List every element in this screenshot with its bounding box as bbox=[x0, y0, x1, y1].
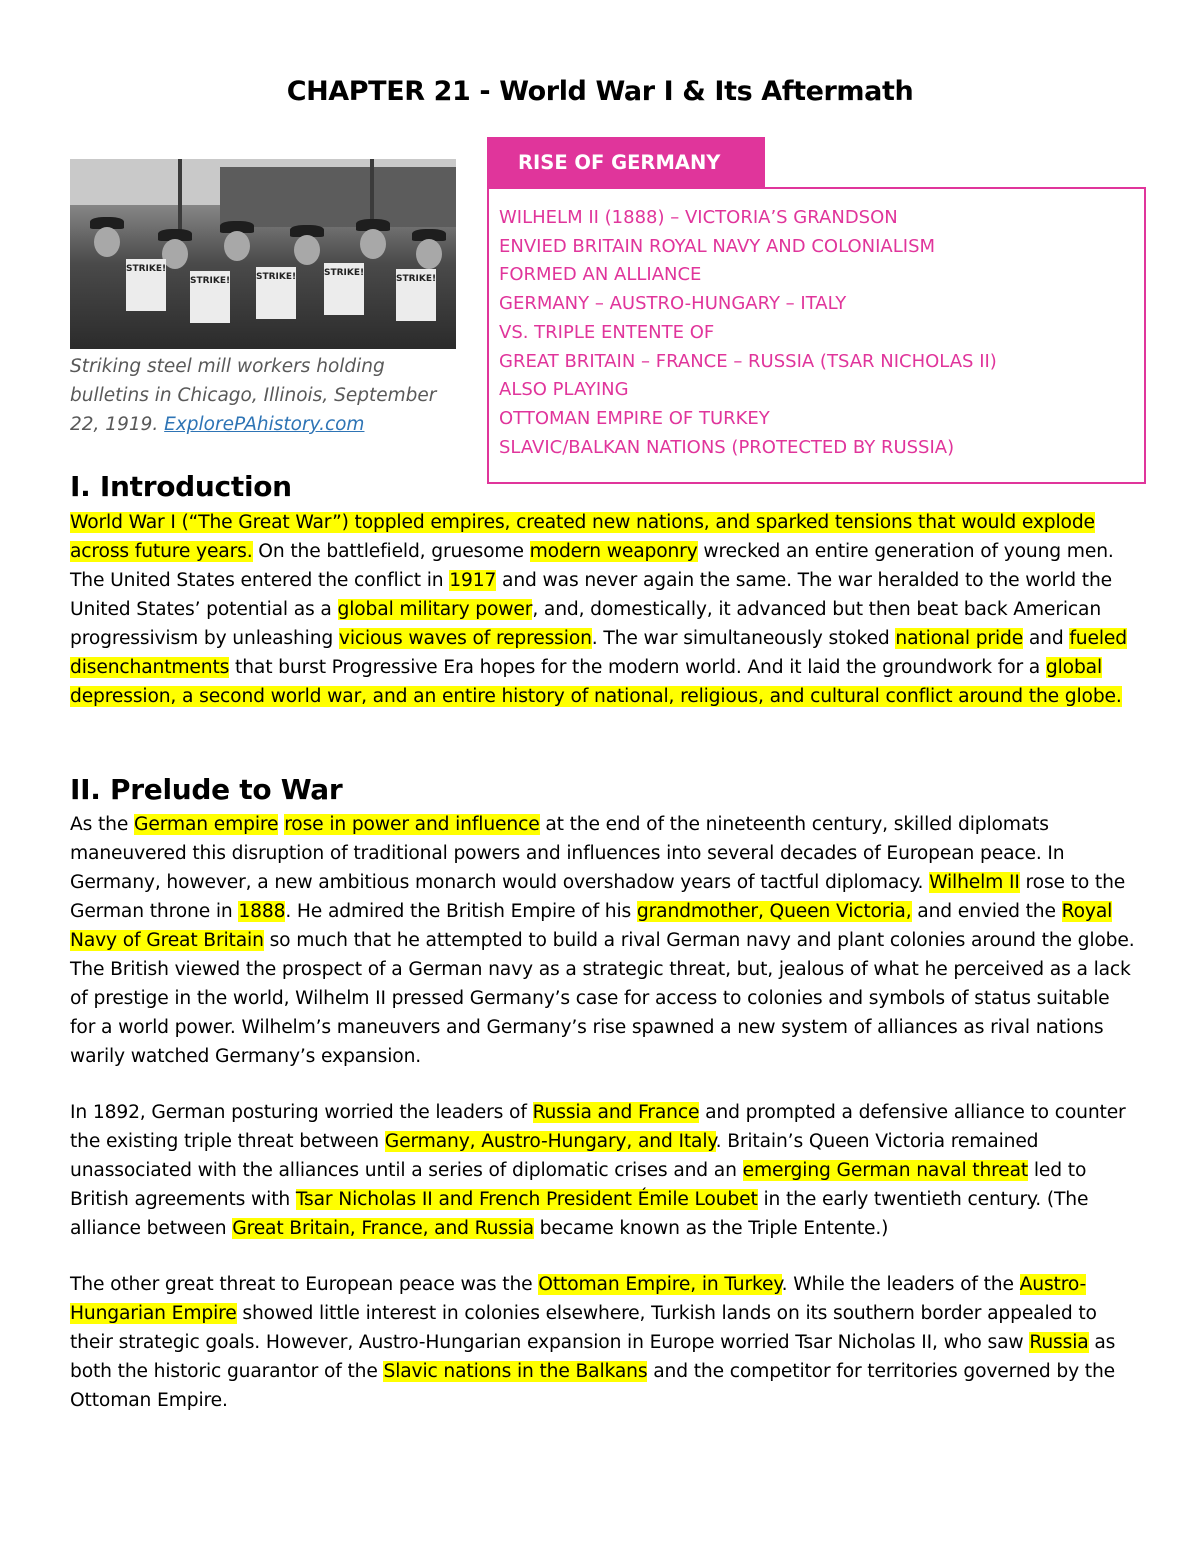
prelude-paragraph bbox=[70, 1270, 1140, 1415]
highlighted-text: Great Britain, France, and Russia bbox=[232, 1218, 534, 1239]
body-text: and bbox=[1023, 628, 1070, 649]
body-text: . Britain’s Queen Victoria remained unassociated with the alliances until a series of diplomatic crises and an bbox=[70, 1131, 1039, 1181]
strike-photo bbox=[70, 159, 456, 349]
rise-item: GERMANY – AUSTRO-HUNGARY – ITALY bbox=[499, 293, 847, 315]
photo-bulletin: STRIKE! bbox=[324, 263, 364, 315]
photo-bulletin: STRIKE! bbox=[396, 269, 436, 321]
highlighted-text: Royal Navy of Great Britain bbox=[70, 901, 1113, 951]
body-text: that burst Progressive Era hopes for the modern world. And it laid the groundwork for a bbox=[229, 657, 1046, 678]
body-text: in the early twentieth century. (The alliance between bbox=[70, 1189, 1089, 1239]
body-text: The other great threat to European peace was the bbox=[70, 1274, 539, 1295]
caption-text: Striking steel mill workers holding bulletins in Chicago, Illinois, September 22, 1919. bbox=[70, 356, 437, 435]
highlighted-text: Slavic nations in the Balkans bbox=[383, 1361, 648, 1382]
photo-bulletin: STRIKE! bbox=[256, 267, 296, 319]
body-text: . He admired the British Empire of his bbox=[285, 901, 637, 922]
highlighted-text: World War I (“The Great War”) toppled empires, created new nations, and sparked tensions that would explode across future years. bbox=[70, 512, 1095, 562]
highlighted-text: modern weaponry bbox=[529, 541, 698, 562]
photo-face bbox=[94, 227, 120, 257]
photo-face bbox=[224, 231, 250, 261]
body-text: As the bbox=[70, 814, 135, 835]
section-heading-introduction: I. Introduction bbox=[70, 470, 292, 503]
highlighted-text: Austro-Hungarian Empire bbox=[70, 1274, 1087, 1324]
body-text: became known as the Triple Entente.) bbox=[533, 1218, 889, 1239]
highlighted-text: Tsar Nicholas II and French President Émile Loubet bbox=[295, 1189, 758, 1210]
highlighted-text: Wilhelm II bbox=[929, 872, 1020, 893]
photo-building bbox=[220, 167, 456, 227]
photo-bulletin: STRIKE! bbox=[190, 271, 230, 323]
body-text: so much that he attempted to build a rival German navy and plant colonies around the globe. The British viewed the prospect of a German navy as a strategic threat, but, jealous of what he perceived as a lack of prestige in the world, Wilhelm II pressed Germany’s case for access to colonies and symbols of status suitable for a world power. Wilhelm’s maneuvers and Germany’s rise spawned a new system of alliances as rival nations warily watched Germany’s expansion. bbox=[70, 930, 1135, 1067]
highlighted-text: emerging German naval threat bbox=[742, 1160, 1029, 1181]
rise-item: SLAVIC/BALKAN NATIONS (PROTECTED BY RUSSIA) bbox=[499, 436, 955, 458]
body-text: In 1892, German posturing worried the leaders of bbox=[70, 1102, 533, 1123]
body-text: and prompted a defensive alliance to counter the existing triple threat between bbox=[70, 1102, 1126, 1152]
intro-paragraph bbox=[70, 508, 1140, 711]
highlighted-text: global depression, a second world war, and an entire history of national, religious, and cultural conflict around the globe. bbox=[70, 657, 1122, 707]
rise-item: ENVIED BRITAIN ROYAL NAVY AND COLONIALISM bbox=[499, 235, 936, 257]
body-text: and was never again the same. The war heralded to the world the United States’ potential as a bbox=[70, 570, 1112, 620]
photo-face bbox=[416, 239, 442, 269]
rise-list bbox=[499, 204, 1139, 462]
body-text: and envied the bbox=[911, 901, 1062, 922]
body-text: On the battlefield, gruesome bbox=[252, 541, 530, 562]
prelude-paragraph bbox=[70, 1098, 1140, 1243]
body-text: . While the leaders of the bbox=[781, 1274, 1020, 1295]
highlighted-text: rose in power and influence bbox=[284, 814, 540, 835]
body-text: at the end of the nineteenth century, skilled diplomats maneuvered this disruption of traditional powers and influences into several decades of European peace. In Germany, however, a new ambitious monarch would overshadow years of tactful diplomacy. bbox=[70, 814, 1065, 893]
rise-item: VS. TRIPLE ENTENTE OF bbox=[499, 321, 715, 343]
page-title: CHAPTER 21 - World War I & Its Aftermath bbox=[286, 76, 914, 107]
body-text: led to British agreements with bbox=[70, 1160, 1087, 1210]
highlighted-text: global military power bbox=[337, 599, 533, 620]
photo-bulletin: STRIKE! bbox=[126, 259, 166, 311]
highlighted-text: 1888 bbox=[238, 901, 286, 922]
highlighted-text: 1917 bbox=[449, 570, 497, 591]
section-heading-prelude: II. Prelude to War bbox=[70, 773, 343, 806]
body-text: . The war simultaneously stoked bbox=[591, 628, 896, 649]
rise-item: FORMED AN ALLIANCE bbox=[499, 264, 702, 286]
rise-item: WILHELM II (1888) – VICTORIA’S GRANDSON bbox=[499, 207, 898, 228]
highlighted-text: national pride bbox=[895, 628, 1024, 649]
body-text: , and, domestically, it advanced but then beat back American progressivism by unleashing bbox=[70, 599, 1102, 649]
highlighted-text: Ottoman Empire, in Turkey bbox=[538, 1274, 782, 1295]
photo-face bbox=[360, 229, 386, 259]
photo-pole bbox=[178, 159, 182, 239]
rise-item: ALSO PLAYING bbox=[499, 379, 629, 401]
highlighted-text: grandmother, Queen Victoria, bbox=[636, 901, 912, 922]
rise-heading: RISE OF GERMANY bbox=[487, 137, 765, 189]
highlighted-text: fueled disenchantments bbox=[70, 628, 1127, 678]
body-text: rose to the German throne in bbox=[70, 872, 1126, 922]
highlighted-text: Germany, Austro-Hungary, and Italy bbox=[384, 1131, 716, 1152]
body-text: as both the historic guarantor of the bbox=[70, 1332, 1116, 1382]
highlighted-text: Russia bbox=[1029, 1332, 1089, 1353]
photo-caption bbox=[70, 352, 450, 439]
body-text: wrecked an entire generation of young men. The United States entered the conflict in bbox=[70, 541, 1114, 591]
highlighted-text: vicious waves of repression bbox=[338, 628, 592, 649]
caption-link[interactable]: ExplorePAhistory.com bbox=[164, 414, 365, 435]
rise-item: GREAT BRITAIN – FRANCE – RUSSIA (TSAR NICHOLAS II) bbox=[499, 350, 997, 372]
body-text: showed little interest in colonies elsewhere, Turkish lands on its southern border appealed to their strategic goals. However, Austro-Hungarian expansion in Europe worried Tsar Nicholas II, who saw bbox=[70, 1303, 1097, 1353]
highlighted-text: Russia and France bbox=[532, 1102, 700, 1123]
rise-item: OTTOMAN EMPIRE OF TURKEY bbox=[499, 407, 770, 429]
highlighted-text: German empire bbox=[134, 814, 279, 835]
photo-face bbox=[294, 235, 320, 265]
body-text: and the competitor for territories governed by the Ottoman Empire. bbox=[70, 1361, 1116, 1411]
prelude-paragraph bbox=[70, 810, 1140, 1071]
